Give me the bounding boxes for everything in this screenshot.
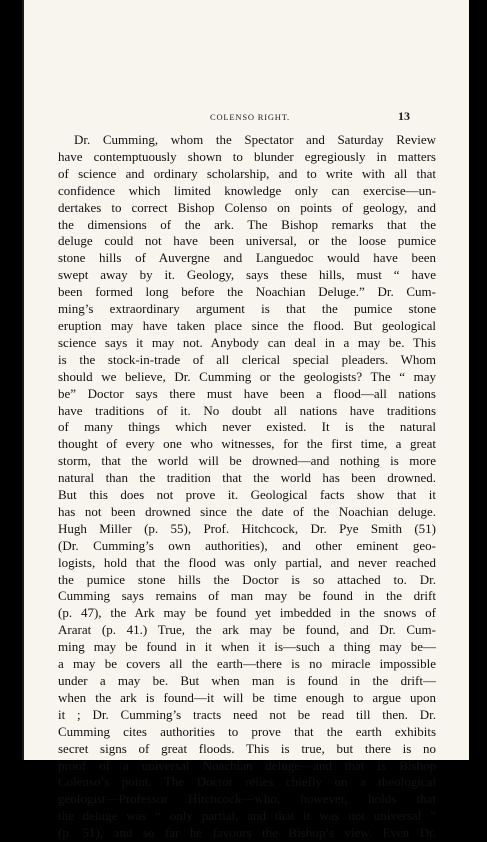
text-line: of science and ordinary scholarship, and to write with all that <box>58 165 436 181</box>
text-line: the dimensions of the ark. The Bishop remarks that the <box>58 216 436 232</box>
text-line: science says it may not. Anybody can deal in a may be. This <box>58 334 436 350</box>
text-line: when the ark is found—it will be time enough to argue upon <box>58 689 436 705</box>
text-line: natural than the tradition that the world has been drowned. <box>58 470 436 486</box>
text-line: proof of a universal Noachian deluge—and that is Bishop <box>58 757 436 773</box>
book-page <box>22 0 469 841</box>
text-line: logists, hold that the flood was only partial, and never reached <box>58 554 436 570</box>
text-line: Cumming says remains of man may be found in the drift <box>58 588 436 604</box>
text-line: swept away by it. Geology, says these hills, must “ have <box>58 267 436 283</box>
text-line: Dr. Cumming, whom the Spectator and Saturday Review <box>74 132 436 147</box>
text-line: the deluge was “ only partial, and that it was not universal ” <box>58 808 436 824</box>
text-line: Ararat (p. 41.) True, the ark may be found, and Dr. Cum- <box>58 622 436 638</box>
text-line: Colenso’s point. The Doctor relies chiefly on a theological <box>58 774 436 790</box>
text-line: been formed long before the Noachian Deluge.” Dr. Cum- <box>58 284 436 300</box>
text-line: be” Doctor says there must have been a flood—all nations <box>58 385 436 401</box>
text-line: dertakes to correct Bishop Colenso on points of geology, and <box>58 199 436 215</box>
running-head: COLENSO RIGHT. <box>210 112 290 122</box>
text-line: geologist—Professor Hitchcock—who, however, holds that <box>58 791 436 807</box>
text-line: is the stock-in-trade of all clerical special pleaders. Whom <box>58 351 436 367</box>
text-line: it ; Dr. Cumming’s tracts need not be read till then. Dr. <box>58 706 436 722</box>
text-line: secret signs of great floods. This is true, but there is no <box>58 740 436 756</box>
text-line: stone hills of Auvergne and Languedoc would have been <box>58 250 436 266</box>
text-line: But this does not prove it. Geological facts show that it <box>58 487 436 503</box>
text-line: the pumice stone hills the Doctor is so attached to. Dr. <box>58 571 436 587</box>
text-line: deluge could not have been universal, or the loose pumice <box>58 233 436 249</box>
text-line: Cumming cites authorities to prove that the earth exhibits <box>58 723 436 739</box>
text-line: ming’s extraordinary argument is that the pumice stone <box>58 301 436 317</box>
text-line: a may be covers all the earth—there is no miracle impossible <box>58 656 436 672</box>
text-line: have contemptuously shown to blunder egregiously in matters <box>58 148 436 164</box>
text-line: Hugh Miller (p. 55), Prof. Hitchcock, Dr. Pye Smith (51) <box>58 520 436 536</box>
text-line: ming may be found in it when it is—such a thing may be— <box>58 639 436 655</box>
page-header <box>22 110 469 126</box>
text-line: under a may be. But when man is found in the drift— <box>58 673 436 688</box>
text-line: confidence which limited knowledge only can exercise—un- <box>58 182 436 198</box>
body-text <box>58 132 436 842</box>
text-line: should we believe, Dr. Cumming or the geologists? The “ may <box>58 368 436 384</box>
page-number: 13 <box>398 109 410 123</box>
text-line: of many things which never existed. It is the natural <box>58 419 436 435</box>
text-line: (p. 51), and so far he favours the Bishop’s view. Even Dr. <box>58 825 436 841</box>
text-line: have traditions of it. No doubt all nations have traditions <box>58 402 436 418</box>
page-spine-edge <box>22 0 24 760</box>
text-line: has not been drowned since the date of the Noachian deluge. <box>58 503 436 519</box>
text-line: eruption may have taken place since the flood. But geological <box>58 317 436 333</box>
text-line: thought of every one who witnesses, for the first time, a great <box>58 436 436 452</box>
text-line: storm, that the world will be drowned—and nothing is more <box>58 453 436 469</box>
text-line: (Dr. Cumming’s own authorities), and other eminent geo- <box>58 537 436 553</box>
text-line: (p. 47), the Ark may be found yet imbedded in the snows of <box>58 605 436 621</box>
